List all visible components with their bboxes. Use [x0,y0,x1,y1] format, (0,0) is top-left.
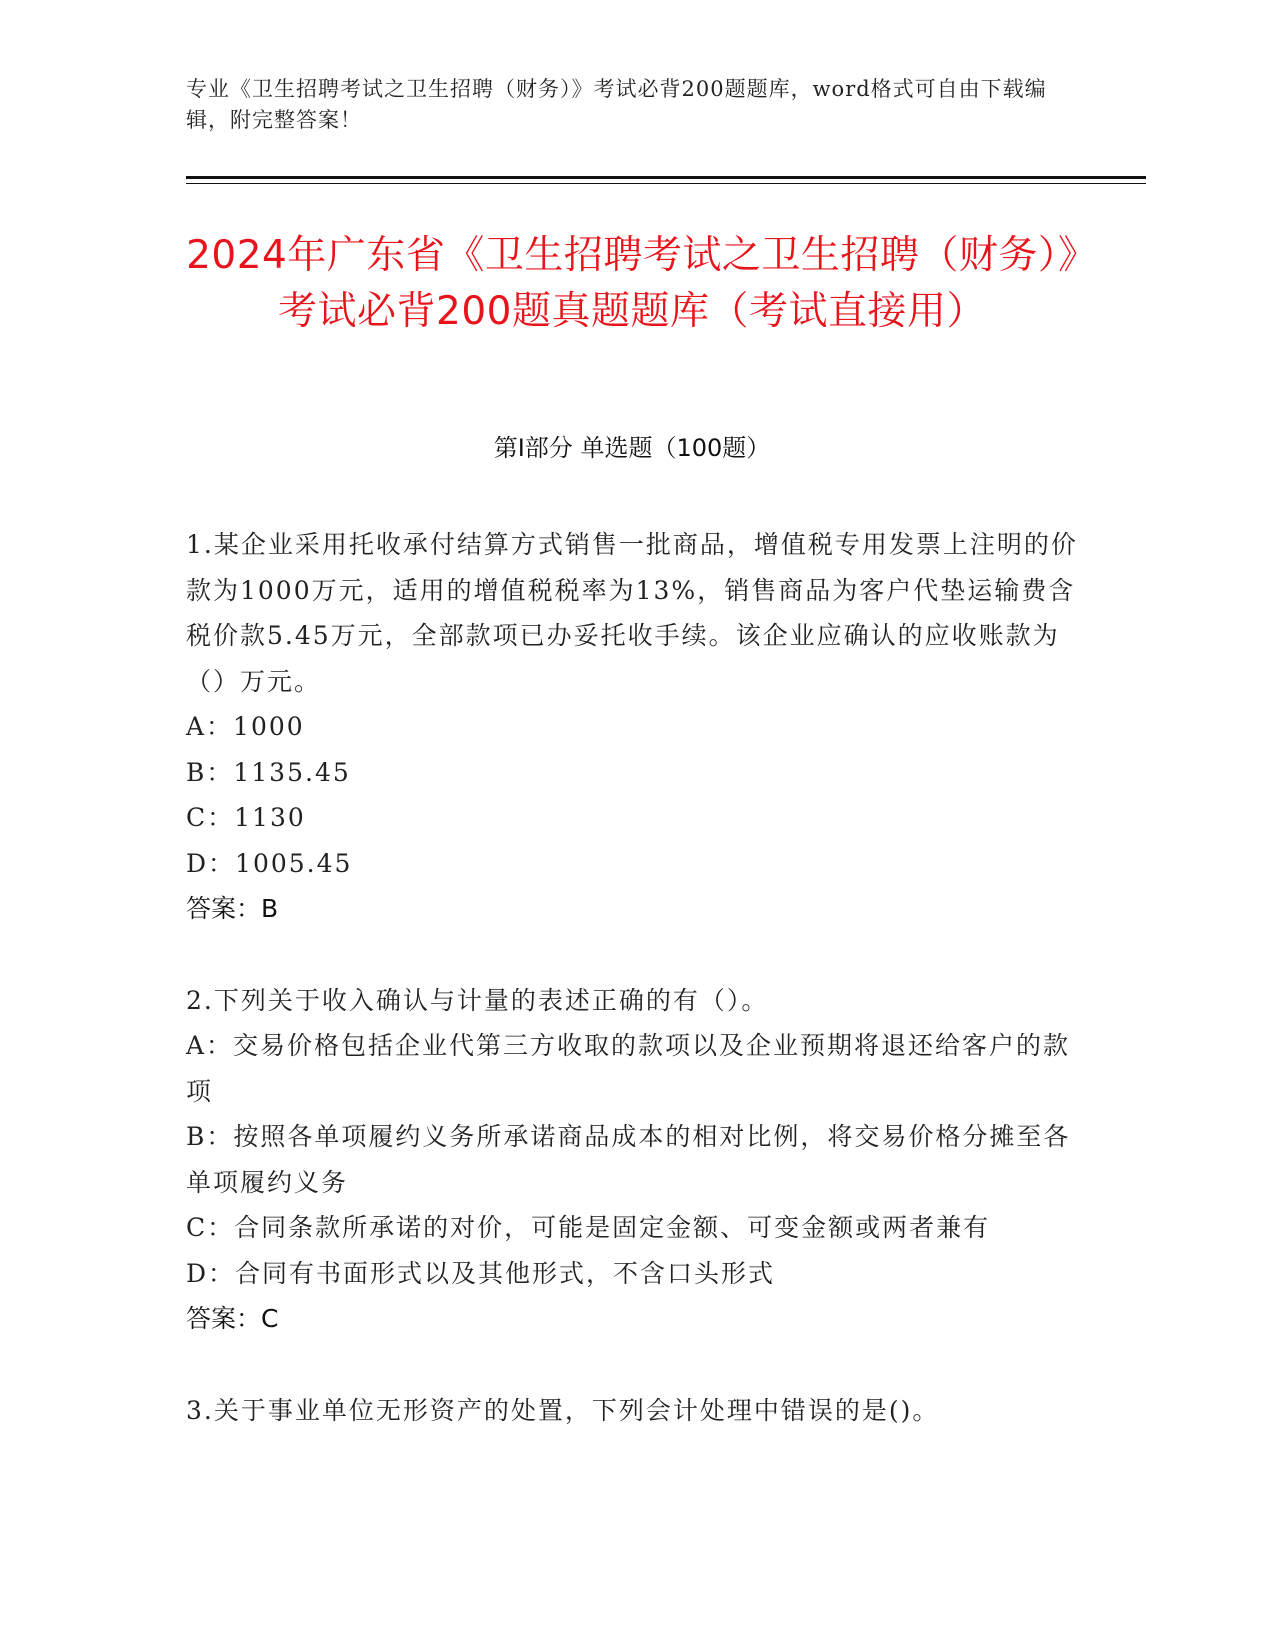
question-2 [186,978,1081,1342]
question-stem: 3.关于事业单位无形资产的处置，下列会计处理中错误的是()。 [186,1395,940,1425]
question-3 [186,1388,1081,1434]
header-note: 专业《卫生招聘考试之卫生招聘（财务）》考试必背200题题库，word格式可自由下载编辑，附完整答案！ [186,77,1047,132]
header-rule-thin [186,183,1146,184]
question-1 [186,522,1081,932]
question-list [186,522,1081,1479]
option-c: C：1130 [186,803,306,832]
question-stem: 1.某企业采用托收承付结算方式销售一批商品，增值税专用发票上注明的价款为1000万元，适用的增值税税率为13%，销售商品为客户代垫运输费含税价款5.45万元，全部款项已办妥托收手续。该企业应确认的应收账款为（）万元。 [186,530,1078,696]
answer: 答案：C [186,1304,279,1333]
option-d: D：合同有书面形式以及其他形式，不含口头形式 [186,1258,776,1288]
option-d: D：1005.45 [186,848,353,878]
option-b: B：1135.45 [186,757,351,787]
question-stem: 2.下列关于收入确认与计量的表述正确的有（）。 [186,985,769,1015]
document-title: 2024年广东省《卫生招聘考试之卫生招聘（财务）》考试必背200题真题题库（考试直接用） [186,233,1078,334]
option-b: B：按照各单项履约义务所承诺商品成本的相对比例，将交易价格分摊至各单项履约义务 [186,1122,1071,1197]
answer: 答案：B [186,894,279,923]
option-a: A：1000 [186,712,305,741]
section-heading: 第I部分 单选题（100题） [493,434,771,462]
header-rule-thick [186,176,1146,179]
option-a: A：交易价格包括企业代第三方收取的款项以及企业预期将退还给客户的款项 [186,1031,1071,1106]
option-c: C：合同条款所承诺的对价，可能是固定金额、可变金额或两者兼有 [186,1213,991,1242]
